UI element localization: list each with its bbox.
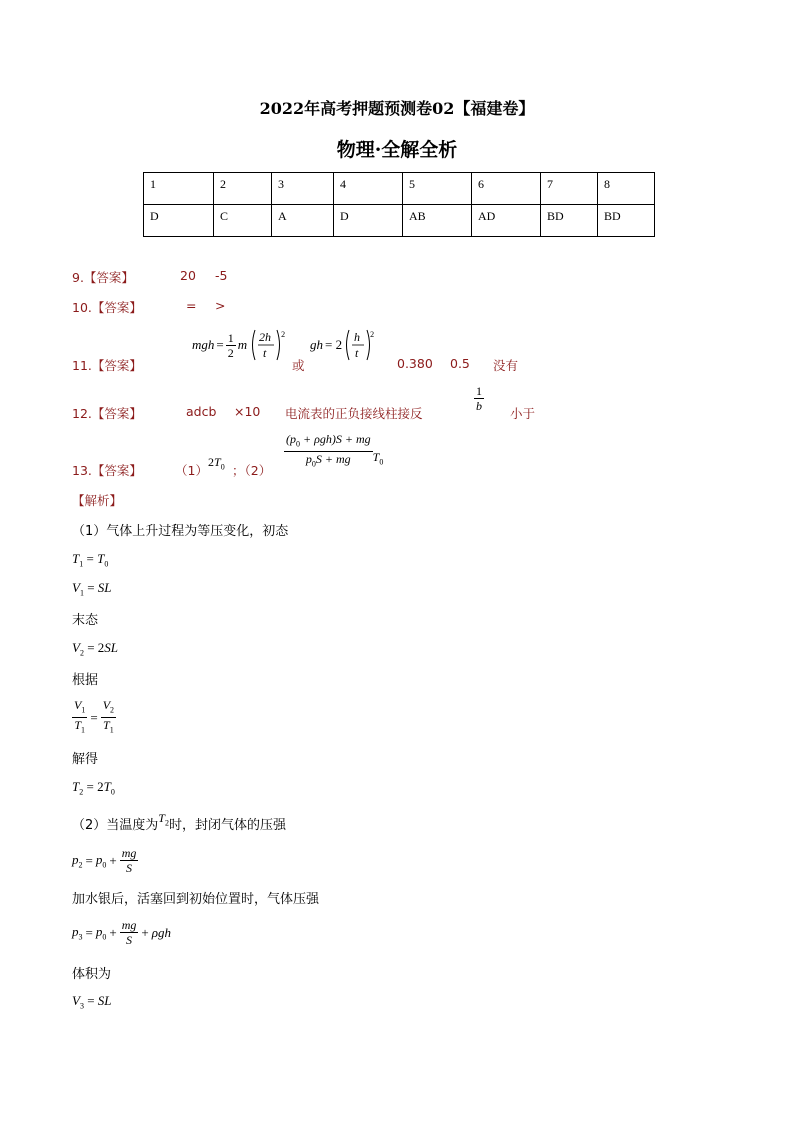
- q10-value: >: [215, 298, 226, 313]
- analysis-para-2: （2）当温度为 $T_2$ 时，封闭气体的压强: [72, 811, 286, 833]
- formula-v2: $V_2 = 2SL$: [72, 640, 119, 658]
- table-cell: AD: [472, 205, 541, 237]
- q10-label: 10.【答案】: [72, 300, 142, 315]
- answer-table: [143, 172, 655, 237]
- according-label: 根据: [72, 673, 99, 688]
- formula-t1: $T_1 = T_0$: [72, 551, 109, 569]
- q11-label: 11.【答案】: [72, 358, 142, 373]
- table-cell: 8: [598, 173, 655, 205]
- q12-value: ×10: [234, 404, 261, 419]
- q11-value: 没有: [493, 358, 519, 373]
- table-cell: 4: [334, 173, 403, 205]
- q9-label: 9.【答案】: [72, 270, 134, 285]
- solve-label: 解得: [72, 752, 99, 767]
- analysis-para-1: （1）气体上升过程为等压变化，初态: [72, 524, 289, 539]
- table-cell: D: [144, 205, 214, 237]
- volume-label: 体积为: [72, 967, 112, 982]
- analysis-para-2-b: 时，封闭气体的压强: [168, 818, 286, 833]
- svg-text:t: t: [263, 346, 267, 360]
- q9-value: 20: [180, 268, 196, 283]
- q12-value: adcb: [186, 404, 217, 419]
- table-cell: BD: [598, 205, 655, 237]
- q13-formula-1: $2T_0$: [208, 455, 225, 472]
- q13-formula-2: $\frac{(p_0 + \rho gh)S + mg}{p_0S + mg}$ $T_0$: [286, 432, 384, 469]
- svg-text:t: t: [355, 346, 359, 360]
- table-cell: 6: [472, 173, 541, 205]
- table-row: [144, 173, 655, 205]
- q9-value: -5: [215, 268, 228, 283]
- table-cell: 3: [272, 173, 334, 205]
- table-cell: AB: [403, 205, 472, 237]
- q13-sep: ；（2）: [232, 463, 272, 478]
- table-cell: C: [214, 205, 272, 237]
- q11-formula-2: gh = 2 h t 2: [310, 329, 375, 360]
- table-cell: D: [334, 205, 403, 237]
- q10-value: =: [186, 298, 197, 313]
- table-cell: A: [272, 205, 334, 237]
- q12-label: 12.【答案】: [72, 406, 142, 421]
- formula-ratio: $\frac{V_1}{T_1}$ = $\frac{V_2}{T_1}$: [74, 698, 115, 735]
- q11-formula-1: mgh = $\frac{1}{2}$ m 2h t 2: [192, 329, 286, 360]
- final-state-label: 末态: [72, 613, 99, 628]
- svg-text:h: h: [354, 330, 361, 344]
- q12-value: 电流表的正负接线柱接反: [285, 406, 423, 421]
- page-subtitle: 物理·全解全析: [336, 139, 458, 161]
- table-cell: 1: [144, 173, 214, 205]
- table-cell: BD: [541, 205, 598, 237]
- q11-or-text: 或: [292, 358, 305, 373]
- formula-p3: $p_3$ = $p_0$ + $\frac{mg}{S}$ + ρgh: [72, 918, 171, 947]
- q13-part1: （1）: [175, 463, 208, 478]
- formula-v3: $V_3$ = SL: [72, 993, 112, 1011]
- table-cell: 7: [541, 173, 598, 205]
- page-title: 2022年高考押题预测卷02【福建卷】: [259, 99, 535, 118]
- formula-v1: $V_1$ = SL: [72, 580, 112, 598]
- table-cell: 2: [214, 173, 272, 205]
- q11-value: 0.5: [450, 356, 470, 371]
- analysis-para-2-a: （2）当温度为: [72, 818, 159, 833]
- analysis-heading: 【解析】: [72, 493, 123, 508]
- formula-p2: $p_2$ = $p_0$ + $\frac{mg}{S}$: [72, 846, 137, 875]
- table-cell: 5: [403, 173, 472, 205]
- table-row: [144, 205, 655, 237]
- q11-value: 0.380: [397, 356, 433, 371]
- q13-label: 13.【答案】: [72, 463, 142, 478]
- analysis-para-3: 加水银后，活塞回到初始位置时，气体压强: [72, 892, 320, 907]
- q12-formula: $\frac{1}{b}$: [476, 384, 482, 413]
- formula-t2: $T_2 = 2T_0$: [72, 779, 115, 797]
- q12-value: 小于: [510, 406, 536, 421]
- svg-text:2h: 2h: [259, 330, 272, 344]
